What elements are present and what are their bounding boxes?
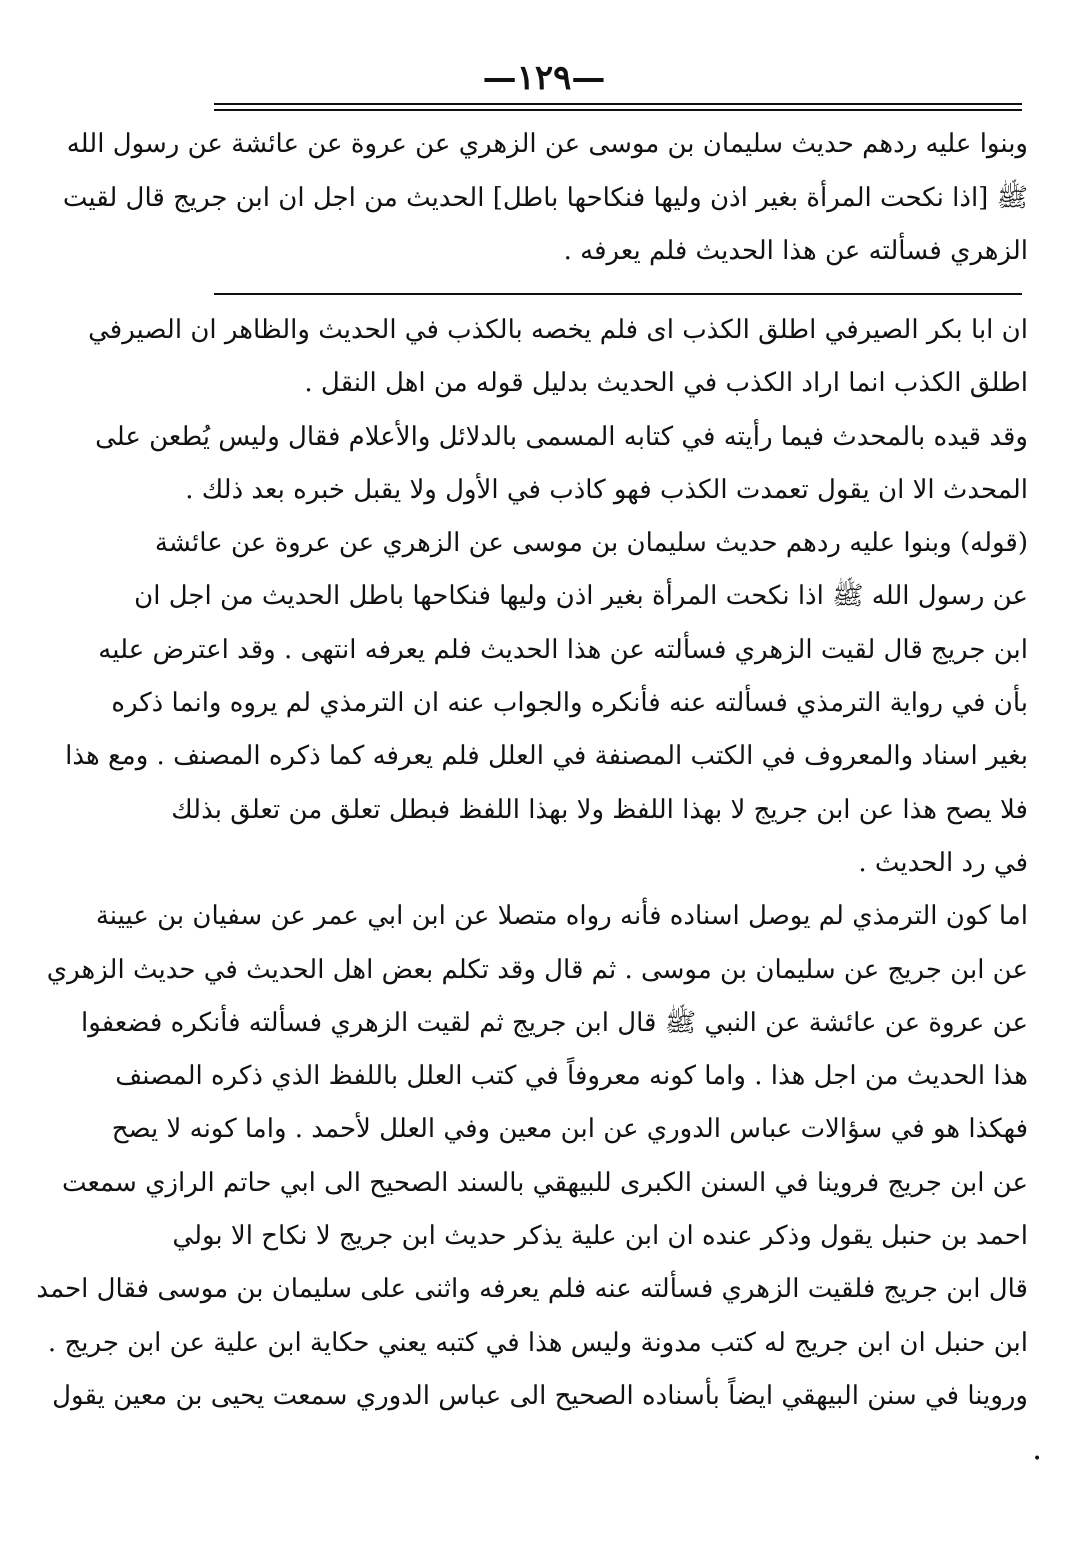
section-divider bbox=[214, 293, 1022, 295]
header-rule-bottom bbox=[214, 109, 1022, 111]
header-rule-top bbox=[214, 103, 1022, 105]
body-line: ابن جريج قال لقيت الزهري فسألته عن هذا الحديث فلم يعرفه انتهى . وقد اعترض عليه bbox=[98, 634, 1028, 665]
body-line: عن رسول الله ﷺ اذا نكحت المرأة بغير اذن وليها فنكاحها باطل الحديث من اجل ان bbox=[134, 581, 1028, 612]
quoted-line: وبنوا عليه ردهم حديث سليمان بن موسى عن الزهري عن عروة عن عائشة عن رسول الله bbox=[66, 129, 1028, 159]
body-line: عن ابن جريج عن سليمان بن موسى . ثم قال وقد تكلم بعض اهل الحديث في حديث الزهري bbox=[46, 954, 1028, 985]
body-line: (قوله) وبنوا عليه ردهم حديث سليمان بن موسى عن الزهري عن عروة عن عائشة bbox=[154, 528, 1028, 559]
body-line: فهكذا هو في سؤالات عباس الدوري عن ابن معين وفي العلل لأحمد . واما كونه لا يصح bbox=[111, 1114, 1028, 1145]
body-line: فلا يصح هذا عن ابن جريج لا بهذا اللفظ ولا بهذا اللفظ فبطل تعلق من تعلق بذلك bbox=[171, 794, 1028, 825]
body-line: احمد بن حنبل يقول وذكر عنده ان ابن علية يذكر حديث ابن جريج لا نكاح الا بولي bbox=[172, 1221, 1028, 1252]
body-line: المحدث الا ان يقول تعمدت الكذب فهو كاذب في الأول ولا يقبل خبره بعد ذلك . bbox=[185, 474, 1028, 505]
body-line: بغير اسناد والمعروف في الكتب المصنفة في العلل فلم يعرفه كما ذكره المصنف . ومع هذا bbox=[65, 741, 1028, 772]
body-line: عن عروة عن عائشة عن النبي ﷺ قال ابن جريج ثم لقيت الزهري فسألته فأنكره فضعفوا bbox=[81, 1007, 1028, 1038]
body-line: في رد الحديث . bbox=[858, 847, 1028, 878]
body-line: اما كون الترمذي لم يوصل اسناده فأنه رواه متصلا عن ابن ابي عمر عن سفيان بن عيينة bbox=[95, 901, 1028, 932]
margin-bullet: • bbox=[1033, 1451, 1042, 1467]
quoted-passage bbox=[62, 118, 1028, 279]
body-line: هذا الحديث من اجل هذا . واما كونه معروفاً في كتب العلل باللفظ الذي ذكره المصنف bbox=[115, 1061, 1028, 1092]
quoted-line: ﷺ [اذا نكحت المرأة بغير اذن وليها فنكاحها باطل] الحديث من اجل ان ابن جريج قال لقيت bbox=[62, 182, 1028, 213]
quoted-line: الزهري فسألته عن هذا الحديث فلم يعرفه . bbox=[563, 236, 1028, 266]
body-line: وقد قيده بالمحدث فيما رأيته في كتابه المسمى بالدلائل والأعلام فقال وليس يُطعن على bbox=[95, 421, 1028, 452]
commentary-body bbox=[36, 304, 1028, 1423]
body-line: عن ابن جريج فروينا في السنن الكبرى للبيهقي بالسند الصحيح الى ابي حاتم الرازي سمعت bbox=[61, 1167, 1028, 1198]
body-line: وروينا في سنن البيهقي ايضاً بأسناده الصحيح الى عباس الدوري سمعت يحيى بن معين يقول bbox=[52, 1380, 1028, 1411]
body-line: بأن في رواية الترمذي فسألته عنه فأنكره والجواب عنه ان الترمذي لم يروه وانما ذكره bbox=[111, 688, 1028, 719]
page-number: —١٢٩— bbox=[482, 58, 606, 98]
body-line: قال ابن جريج فلقيت الزهري فسألته عنه فلم يعرفه واثنى على سليمان بن موسى فقال احمد bbox=[36, 1274, 1028, 1305]
body-line: اطلق الكذب انما اراد الكذب في الحديث بدليل قوله من اهل النقل . bbox=[304, 368, 1028, 399]
body-line: ابن حنبل ان ابن جريج له كتب مدونة وليس هذا في كتبه يعني حكاية ابن علية عن ابن جريج . bbox=[47, 1327, 1028, 1358]
body-line: ان ابا بكر الصيرفي اطلق الكذب اى فلم يخصه بالكذب في الحديث والظاهر ان الصيرفي bbox=[88, 315, 1028, 345]
